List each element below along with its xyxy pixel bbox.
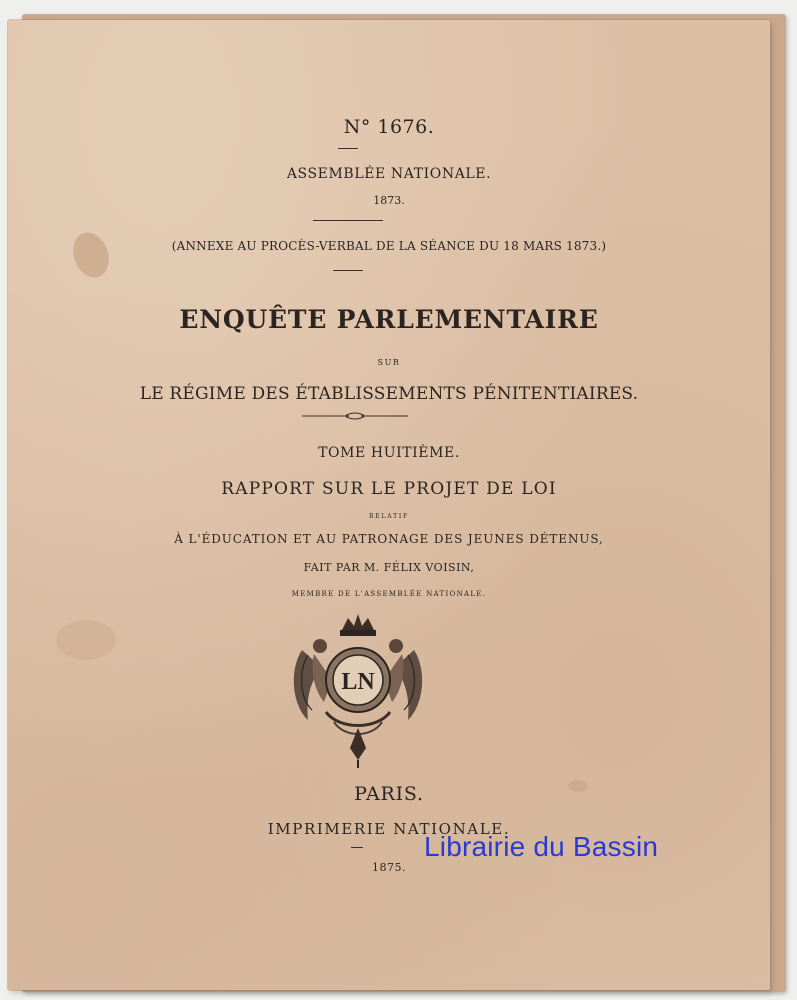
assembly-heading: ASSEMBLÉE NATIONALE.: [286, 166, 492, 182]
ornament-icon: [300, 410, 410, 422]
report-topic: À L'ÉDUCATION ET AU PATRONAGE DES JEUNES DÉTENUS,: [174, 532, 604, 546]
bookseller-watermark: Librairie du Bassin: [424, 831, 659, 862]
paper-stain: [67, 228, 115, 283]
report-author: FAIT PAR M. FÉLIX VOISIN,: [303, 561, 475, 574]
printer-name: IMPRIMERIE NATIONALE.: [267, 820, 511, 838]
divider: [338, 148, 358, 149]
print-year: 1875.: [372, 861, 406, 874]
volume-label: TOME HUITIÈME.: [318, 445, 460, 461]
emblem-monogram: LN: [341, 669, 375, 695]
report-connector: RELATIF: [368, 513, 410, 520]
report-title: RAPPORT SUR LE PROJET DE LOI: [221, 479, 557, 499]
document-title: ENQUÊTE PARLEMENTAIRE: [179, 305, 599, 334]
divider: [313, 220, 383, 221]
publication-city: PARIS.: [354, 783, 424, 805]
imperial-crest-icon: [284, 610, 432, 770]
divider: [333, 270, 363, 271]
annex-note: (ANNEXE AU PROCÈS-VERBAL DE LA SÉANCE DU 18 MARS 1873.): [171, 239, 607, 253]
divider: [351, 847, 363, 848]
title-connector: SUR: [377, 358, 401, 367]
document-number: N° 1676.: [343, 116, 435, 138]
author-role: MEMBRE DE L'ASSEMBLÉE NATIONALE.: [291, 590, 487, 598]
paper-stain: [56, 620, 116, 660]
assembly-year: 1873.: [373, 194, 405, 207]
document-subject: LE RÉGIME DES ÉTABLISSEMENTS PÉNITENTIAIRES.: [139, 384, 639, 404]
